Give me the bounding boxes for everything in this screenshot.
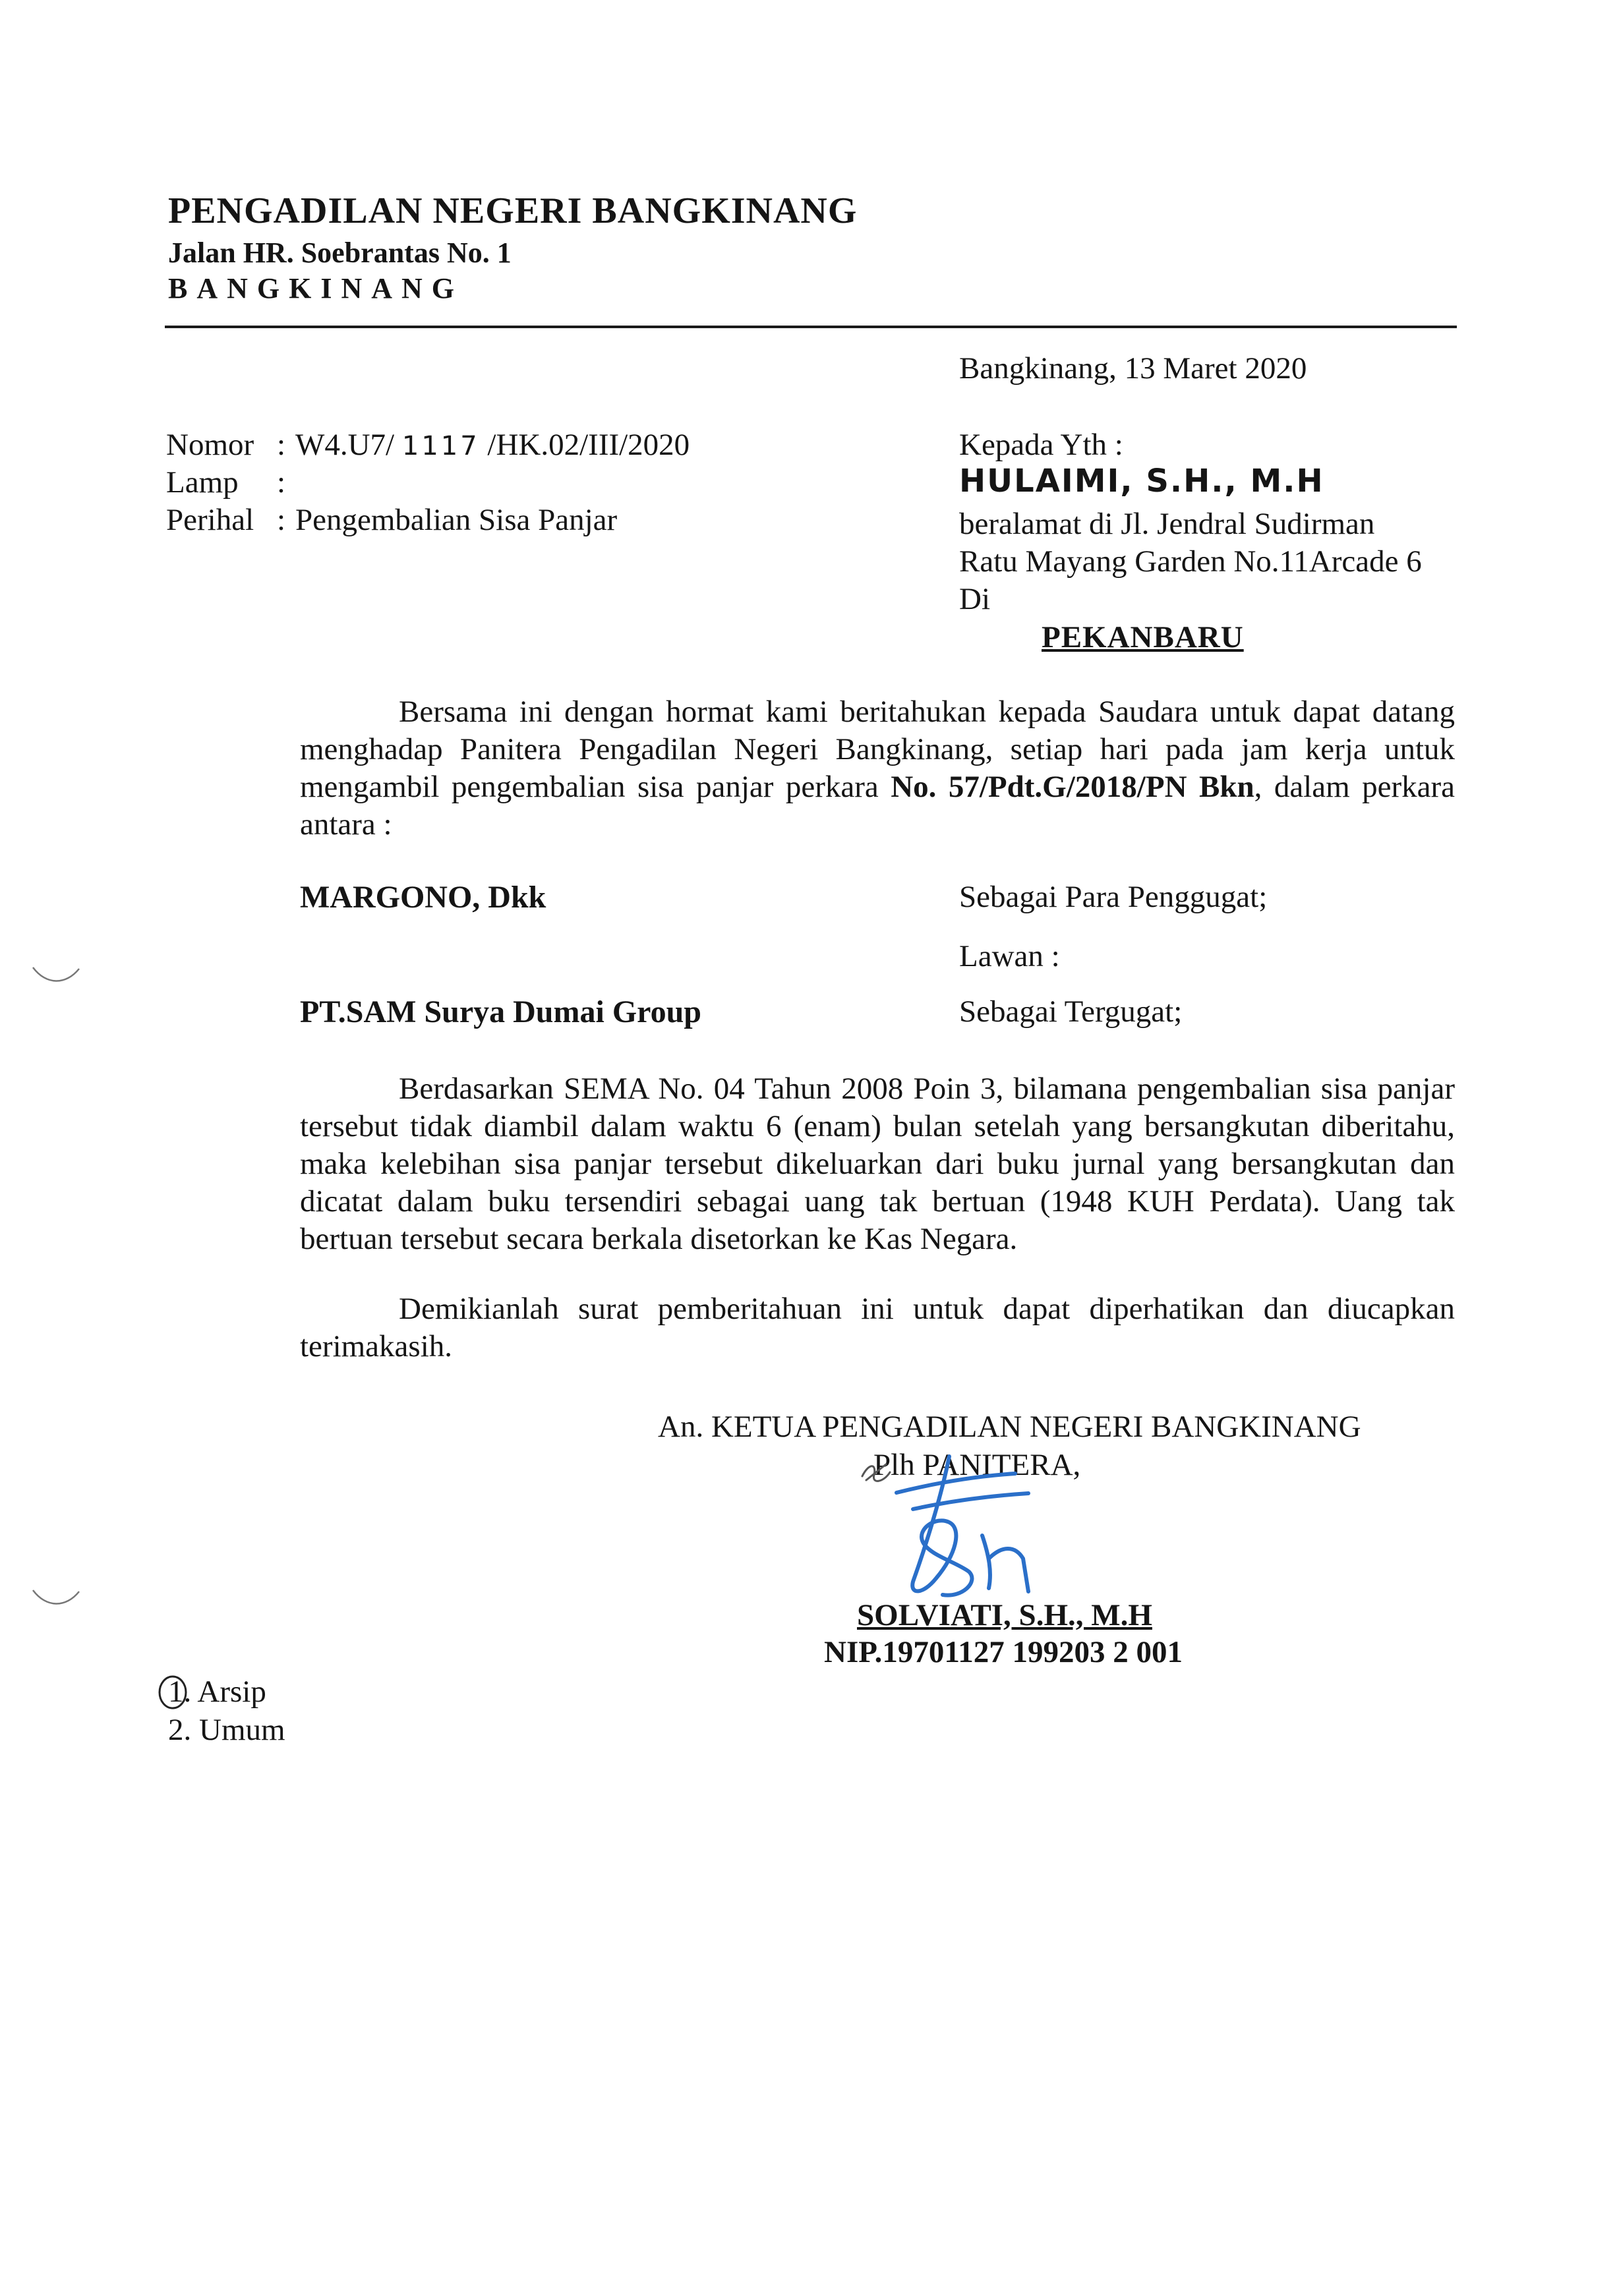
recipient-name: HULAIMI, S.H., M.H [959, 463, 1324, 500]
institution-address: Jalan HR. Soebrantas No. 1 [168, 237, 512, 269]
perihal-label: Perihal [166, 503, 254, 537]
letter-date: Bangkinang, 13 Maret 2020 [959, 351, 1307, 386]
party-defendant: PT.SAM Surya Dumai Group [300, 994, 701, 1029]
perihal-colon: : [277, 503, 286, 537]
nomor-handwritten: 1117 [401, 431, 480, 461]
distribution-item-2: 2. Umum [168, 1713, 285, 1747]
lamp-colon: : [277, 465, 286, 500]
paragraph-1-end: , dalam perkara antara : [300, 770, 1456, 842]
institution-name: PENGADILAN NEGERI BANGKINANG [168, 190, 858, 231]
body-paragraph-2 [300, 1070, 1455, 1258]
recipient-address-line1: beralamat di Jl. Jendral Sudirman [959, 507, 1375, 541]
kepada-label: Kepada Yth : [959, 428, 1123, 462]
nomor-prefix: W4.U7/ [295, 428, 395, 462]
paragraph-2-text: Berdasarkan SEMA No. 04 Tahun 2008 Poin 3, bilamana pengembalian sisa panjar tersebut tidak diambil dalam waktu 6 (enam) bulan setelah yang bersangkutan diberitahu, maka kelebihan sisa panjar tersebut dikeluarkan dari buku jurnal yang bersangkutan dan dicatat dalam buku tersendiri sebagai uang tak bertuan (1948 KUH Perdata). Uang tak bertuan tersebut secara berkala disetorkan ke Kas Negara. [300, 1072, 1455, 1256]
signature-role: Plh PANITERA, [873, 1448, 1081, 1482]
recipient-di: Di [959, 582, 990, 616]
party-defendant-role: Sebagai Tergugat; [959, 994, 1183, 1029]
nomor-value [295, 427, 690, 463]
case-number: No. 57/Pdt.G/2018/PN Bkn [891, 770, 1254, 804]
paragraph-3-text: Demikianlah surat pemberitahuan ini untuk dapat diperhatikan dan diucapkan terimakasih. [300, 1292, 1455, 1363]
distribution-item-1: 1. Arsip [168, 1675, 266, 1709]
handwritten-signature [850, 1430, 1068, 1621]
nomor-colon: : [277, 428, 286, 462]
perihal-value: Pengembalian Sisa Panjar [295, 503, 618, 537]
lamp-label: Lamp [166, 465, 239, 500]
party-plaintiff: MARGONO, Dkk [300, 880, 546, 915]
body-paragraph-3 [300, 1290, 1455, 1365]
signatory-nip: NIP.19701127 199203 2 001 [824, 1635, 1183, 1669]
letterhead-divider [165, 326, 1457, 328]
party-plaintiff-role: Sebagai Para Penggugat; [959, 880, 1268, 914]
paragraph-1-text: Bersama ini dengan hormat kami beritahukan kepada Saudara untuk dapat datang menghadap Panitera Pengadilan Negeri Bangkinang, setiap hari pada jam kerja untuk mengambil pengembalian sisa panjar perkara [300, 695, 1455, 804]
punch-hole-mark-icon [26, 962, 86, 989]
body-paragraph-1 [300, 693, 1455, 844]
institution-city: BANGKINANG [168, 272, 464, 304]
recipient-city: PEKANBARU [1042, 620, 1244, 654]
nomor-suffix: /HK.02/III/2020 [487, 428, 690, 462]
nomor-label: Nomor [166, 428, 254, 462]
punch-hole-mark-icon [26, 1585, 86, 1611]
versus-label: Lawan : [959, 939, 1060, 973]
signature-title: An. KETUA PENGADILAN NEGERI BANGKINANG [658, 1410, 1361, 1444]
signatory-name: SOLVIATI, S.H., M.H [857, 1598, 1152, 1632]
recipient-address-line2: Ratu Mayang Garden No.11Arcade 6 [959, 544, 1422, 579]
